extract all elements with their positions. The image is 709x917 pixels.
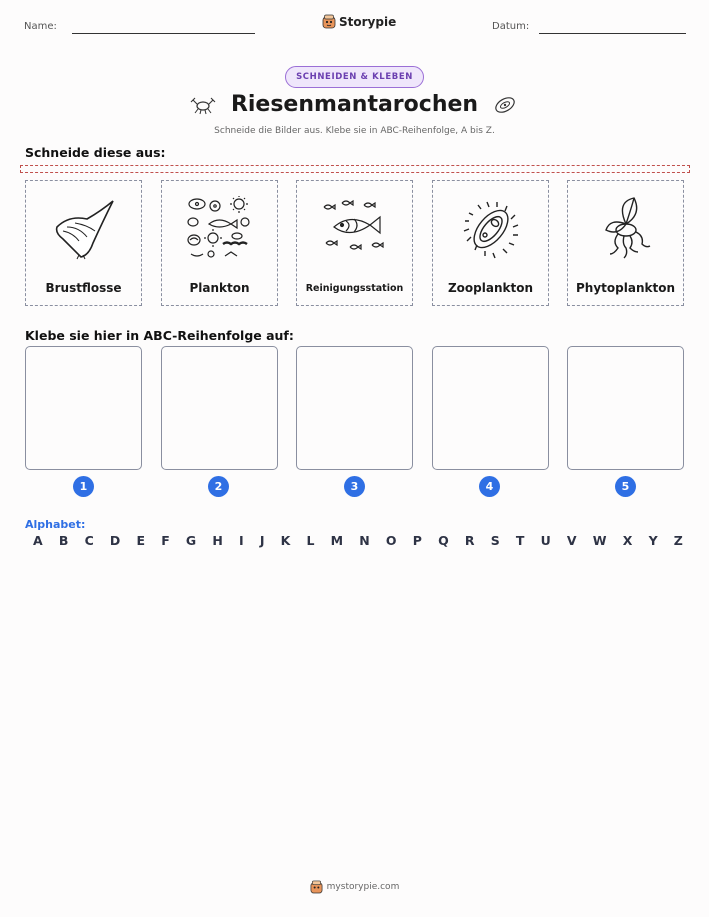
alphabet-letter: L [306, 533, 315, 548]
slot-number: 4 [479, 476, 500, 497]
alphabet-row [33, 533, 683, 548]
card-label: Phytoplankton [576, 281, 675, 295]
cut-card-phytoplankton[interactable] [567, 180, 684, 306]
alphabet-letter: B [58, 533, 69, 548]
storypie-mascot-icon [310, 880, 323, 894]
card-label: Brustflosse [45, 281, 122, 295]
alphabet-letter: X [622, 533, 633, 548]
alphabet-letter: P [412, 533, 422, 548]
brand-name: Storypie [339, 14, 397, 29]
zooplankton-icon [459, 197, 523, 261]
card-label: Plankton [189, 281, 250, 295]
microbe-icon [492, 94, 518, 116]
alphabet-letter: M [330, 533, 344, 548]
instructions: Schneide die Bilder aus. Klebe sie in ABC-Reihenfolge, A bis Z. [214, 126, 495, 136]
cut-card-plankton[interactable] [161, 180, 278, 306]
alphabet-letter: S [490, 533, 500, 548]
slot-number: 3 [344, 476, 365, 497]
cut-line [20, 165, 690, 173]
alphabet-letter: Z [673, 533, 683, 548]
alphabet-letter: F [161, 533, 170, 548]
brand-logo [322, 14, 396, 29]
plankton-icon [185, 196, 255, 262]
footer-url[interactable]: mystorypie.com [326, 882, 400, 892]
phytoplankton-icon [596, 196, 656, 262]
paste-slot-2[interactable] [161, 346, 278, 470]
cut-section-heading: Schneide diese aus: [25, 145, 166, 160]
paste-slot-4[interactable] [432, 346, 549, 470]
footer [0, 880, 709, 894]
alphabet-letter: I [239, 533, 244, 548]
alphabet-letter: U [540, 533, 551, 548]
date-line[interactable] [539, 33, 686, 34]
slot-number: 2 [208, 476, 229, 497]
storypie-mascot-icon [322, 14, 336, 29]
name-label: Name: [24, 21, 57, 32]
alphabet-letter: G [185, 533, 197, 548]
card-label: Zooplankton [447, 281, 534, 295]
name-line[interactable] [72, 33, 255, 34]
pectoral-fin-icon [49, 197, 119, 261]
alphabet-letter: Q [438, 533, 449, 548]
alphabet-title: Alphabet: [25, 518, 86, 531]
card-label: Reinigungsstation [305, 283, 404, 294]
alphabet-letter: V [566, 533, 577, 548]
activity-badge: SCHNEIDEN & KLEBEN [285, 66, 424, 88]
alphabet-letter: H [212, 533, 223, 548]
slot-number: 5 [615, 476, 636, 497]
paste-slot-3[interactable] [296, 346, 413, 470]
alphabet-letter: J [259, 533, 265, 548]
alphabet-letter: T [515, 533, 525, 548]
alphabet-letter: C [84, 533, 94, 548]
alphabet-letter: Y [648, 533, 658, 548]
alphabet-letter: D [109, 533, 121, 548]
paste-section-heading: Klebe sie hier in ABC-Reihenfolge auf: [25, 328, 294, 343]
alphabet-letter: A [33, 533, 43, 548]
cut-card-brustflosse[interactable] [25, 180, 142, 306]
paste-slot-5[interactable] [567, 346, 684, 470]
alphabet-letter: W [592, 533, 607, 548]
paste-slot-1[interactable] [25, 346, 142, 470]
cut-card-zooplankton[interactable] [432, 180, 549, 306]
alphabet-letter: O [385, 533, 397, 548]
alphabet-letter: K [280, 533, 291, 548]
cleaning-station-icon [320, 199, 390, 259]
alphabet-letter: E [136, 533, 146, 548]
date-label: Datum: [492, 21, 530, 32]
slot-number: 1 [73, 476, 94, 497]
alphabet-letter: R [464, 533, 475, 548]
alphabet-letter: N [359, 533, 370, 548]
page-title: Riesenmantarochen [230, 92, 479, 117]
cut-card-reinigungsstation[interactable] [296, 180, 413, 306]
